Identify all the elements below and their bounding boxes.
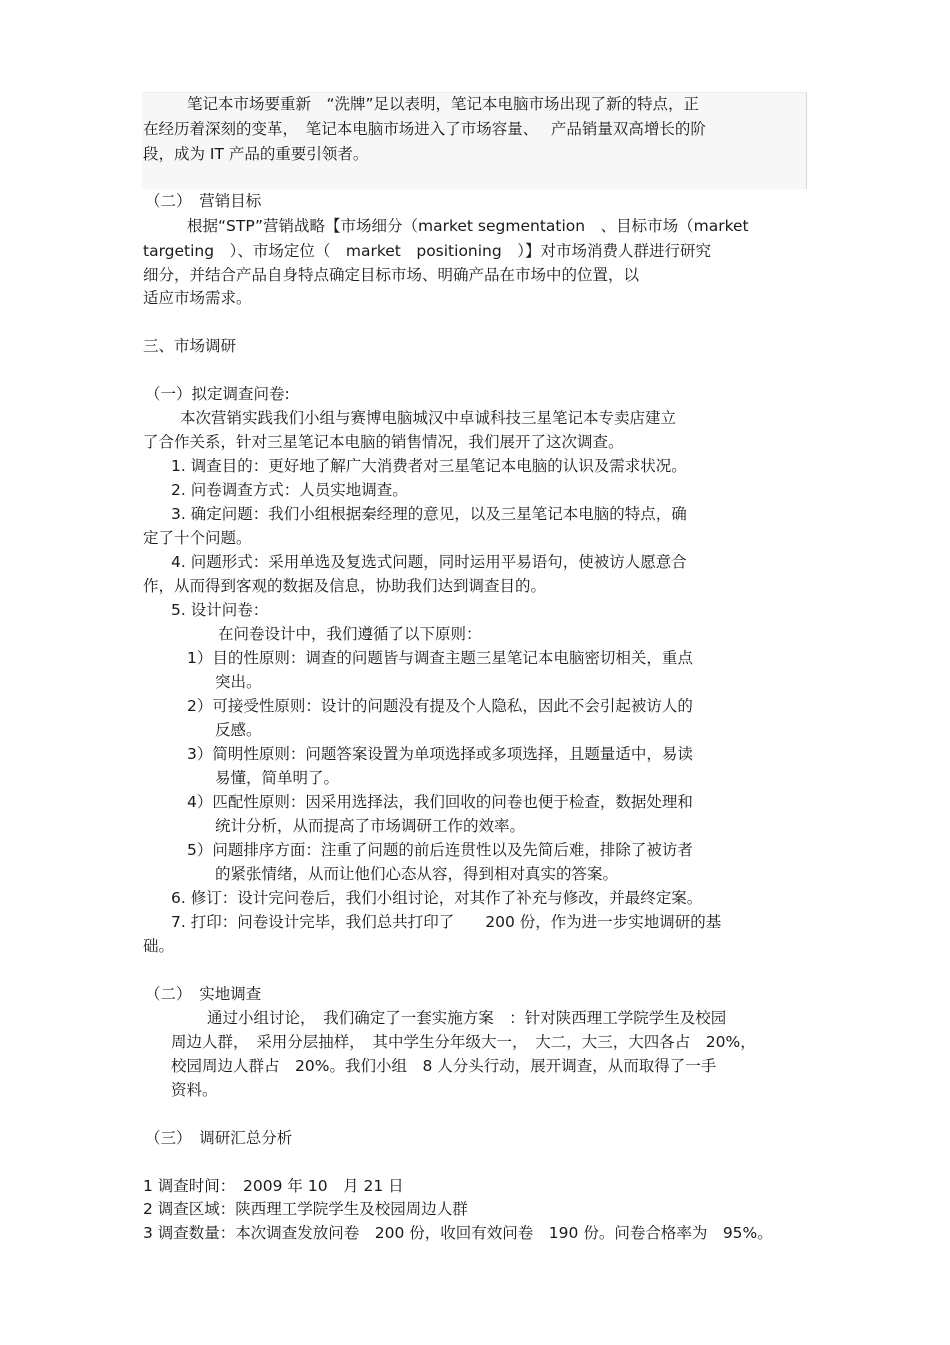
list-item: 7. 打印：问卷设计完毕，我们总共打印了 200 份，作为进一步实地调研的基 xyxy=(171,913,722,931)
paragraph-line: 了合作关系，针对三星笔记本电脑的销售情况，我们展开了这次调查。 xyxy=(143,433,624,451)
paragraph-line: targeting ）、市场定位（ market positioning ）】对市场消费人群进行研究 xyxy=(143,242,711,260)
subheading-summary: （三） 调研汇总分析 xyxy=(145,1129,293,1147)
principle-item: 1）目的性原则：调查的问题皆与调查主题三星笔记本电脑密切相关，重点 xyxy=(187,649,693,667)
summary-item: 1 调查时间： 2009 年 10 月 21 日 xyxy=(143,1177,404,1195)
subheading-questionnaire: （一）拟定调查问卷: xyxy=(145,385,290,403)
list-item: 定了十个问题。 xyxy=(143,529,252,547)
list-item: 6. 修订：设计完问卷后，我们小组讨论，对其作了补充与修改，并最终定案。 xyxy=(171,889,703,907)
list-item: 2. 问卷调查方式：人员实地调查。 xyxy=(171,481,408,499)
paragraph-line: 在问卷设计中，我们遵循了以下原则： xyxy=(218,625,482,643)
principle-item: 突出。 xyxy=(215,673,262,691)
intro-line: 在经历着深刻的变革， 笔记本电脑市场进入了市场容量、 产品销量双高增长的阶 xyxy=(143,120,706,138)
list-item: 础。 xyxy=(143,937,175,955)
list-item: 4. 问题形式：采用单选及复选式问题，同时运用平易语句，使被访人愿意合 xyxy=(171,553,687,571)
paragraph-line: 校园周边人群占 20%。我们小组 8 人分头行动，展开调查，从而取得了一手 xyxy=(171,1057,717,1075)
subheading-field-survey: （二） 实地调查 xyxy=(145,985,262,1003)
paragraph-line: 通过小组讨论， 我们确定了一套实施方案 ：针对陕西理工学院学生及校园 xyxy=(207,1009,727,1027)
summary-item: 2 调查区域：陕西理工学院学生及校园周边人群 xyxy=(143,1200,468,1218)
principle-item: 4）匹配性原则：因采用选择法，我们回收的问卷也便于检查，数据处理和 xyxy=(187,793,693,811)
list-item: 1. 调查目的：更好地了解广大消费者对三星笔记本电脑的认识及需求状况。 xyxy=(171,457,687,475)
principle-item: 反感。 xyxy=(215,721,262,739)
summary-item: 3 调查数量：本次调查发放问卷 200 份，收回有效问卷 190 份。问卷合格率为 95%。 xyxy=(143,1224,773,1242)
principle-item: 3）简明性原则：问题答案设置为单项选择或多项选择，且题量适中，易读 xyxy=(187,745,693,763)
paragraph-line: 本次营销实践我们小组与赛博电脑城汉中卓诚科技三星笔记本专卖店建立 xyxy=(180,409,677,427)
principle-item: 的紧张情绪，从而让他们心态从容，得到相对真实的答案。 xyxy=(215,865,619,883)
principle-item: 5）问题排序方面：注重了问题的前后连贯性以及先简后难，排除了被访者 xyxy=(187,841,693,859)
principle-item: 2）可接受性原则：设计的问题没有提及个人隐私，因此不会引起被访人的 xyxy=(187,697,693,715)
list-item: 作，从而得到客观的数据及信息，协助我们达到调查目的。 xyxy=(143,577,547,595)
paragraph-line: 适应市场需求。 xyxy=(143,289,252,307)
principle-item: 统计分析，从而提高了市场调研工作的效率。 xyxy=(215,817,526,835)
intro-line: 笔记本市场要重新 “洗牌”足以表明，笔记本电脑市场出现了新的特点，正 xyxy=(187,95,700,113)
paragraph-line: 周边人群， 采用分层抽样， 其中学生分年级大一， 大二，大三，大四各占 20%， xyxy=(171,1033,756,1051)
paragraph-line: 根据“STP”营销战略【市场细分（market segmentation 、目标市场（market xyxy=(187,217,749,235)
list-item: 3. 确定问题：我们小组根据秦经理的意见，以及三星笔记本电脑的特点，确 xyxy=(171,505,687,523)
paragraph-line: 细分，并结合产品自身特点确定目标市场、明确产品在市场中的位置，以 xyxy=(143,266,640,284)
paragraph-line: 资料。 xyxy=(171,1081,218,1099)
section-heading-marketing-goal: （二） 营销目标 xyxy=(145,192,262,210)
list-item: 5. 设计问卷： xyxy=(171,601,269,619)
intro-line: 段，成为 IT 产品的重要引领者。 xyxy=(143,145,369,163)
principle-item: 易懂，简单明了。 xyxy=(215,769,340,787)
section-heading-research: 三、市场调研 xyxy=(143,337,237,355)
